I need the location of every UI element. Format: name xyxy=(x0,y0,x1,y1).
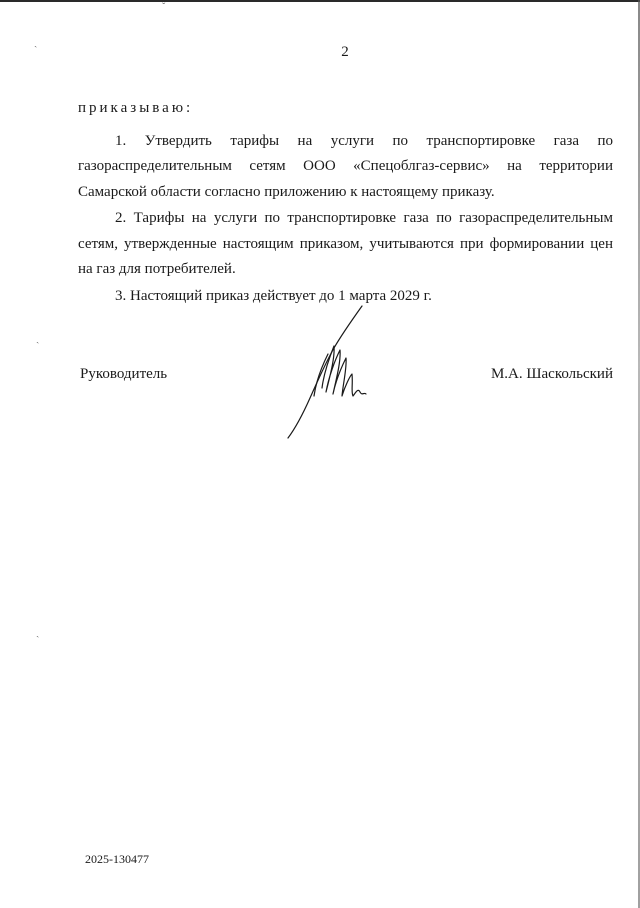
order-item-2: 2. Тарифы на услуги по транспортировке газа по газораспределительным сетям, утвержденные настоящим приказом, учитываются при формировании цен на газ для потребителей. xyxy=(78,210,613,277)
signer-position: Руководитель xyxy=(80,366,168,382)
scan-speck: ˏ xyxy=(36,627,40,638)
page-number: 2 xyxy=(341,44,349,60)
order-body xyxy=(78,96,613,309)
scan-speck: ˏ xyxy=(34,37,38,48)
document-number: 2025-130477 xyxy=(85,852,149,866)
scan-speck: ˇ xyxy=(162,2,166,13)
page-top-edge xyxy=(0,0,640,2)
signer-name: М.А. Шаскольский xyxy=(490,366,613,382)
handwritten-signature xyxy=(282,300,382,442)
order-intro: приказываю: xyxy=(78,100,194,116)
order-item-1: 1. Утвердить тарифы на услуги по транспортировке газа по газораспределительным сетям ООО «Спецоблгаз-сервис» на территории Самарской области согласно приложению к настоящему приказу. xyxy=(78,132,613,200)
scan-speck: ˏ xyxy=(36,333,40,344)
order-item-3: 3. Настоящий приказ действует до 1 марта 2029 г. xyxy=(115,287,432,304)
